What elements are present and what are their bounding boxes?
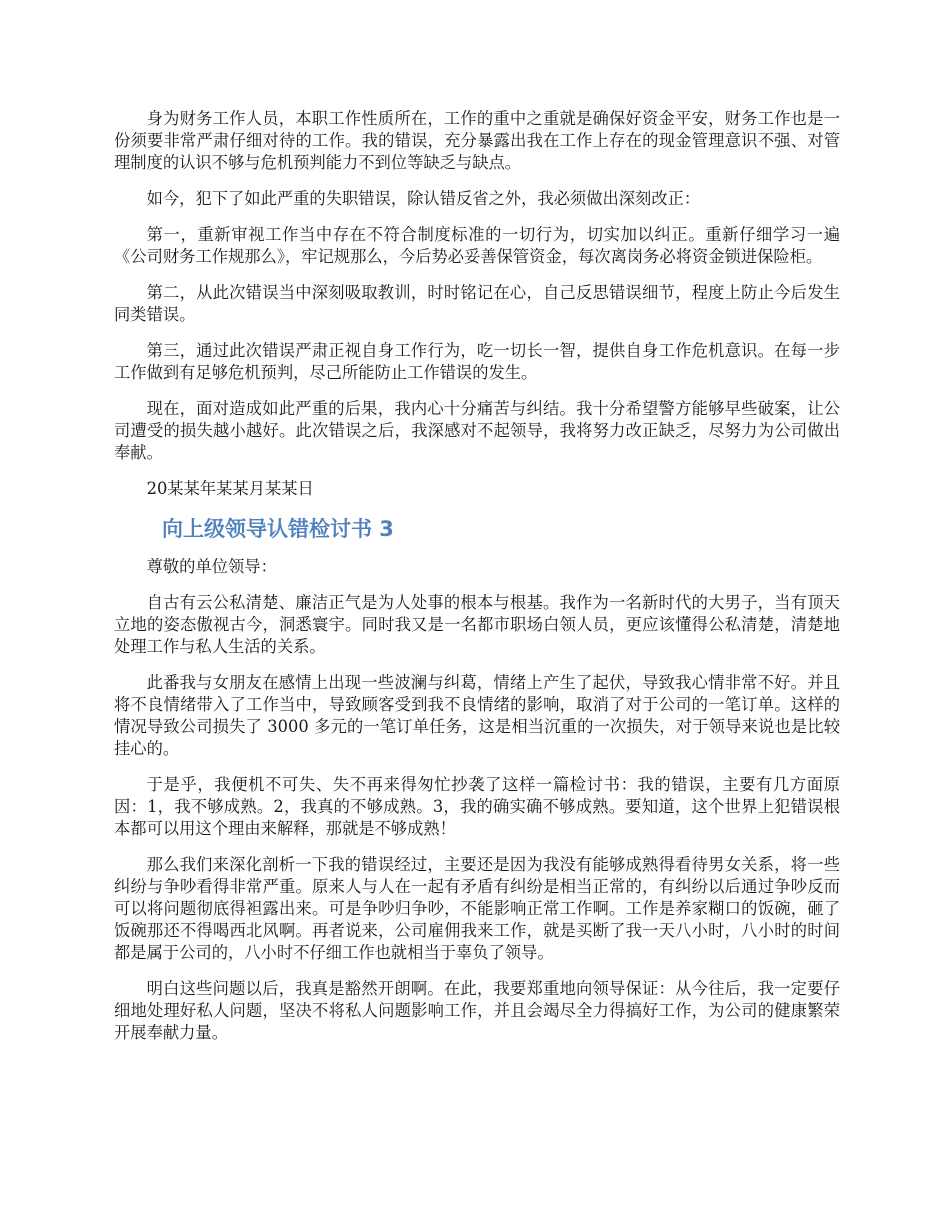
- document-body: [114, 108, 840, 1058]
- paragraph-incident: 此番我与女朋友在感情上出现一些波澜与纠葛，情绪上产生了起伏，导致我心情非常不好。并且将不良情绪带入了工作当中，导致顾客受到我不良情绪的影响，取消了对于公司的一笔订单。这样的情况导致公司损失了 3000 多元的一笔订单任务，这是相当沉重的一次损失，对于领导来说也是比较挂心的。: [114, 673, 840, 758]
- paragraph-principle: 自古有云公私清楚、廉洁正气是为人处事的根本与根基。我作为一名新时代的大男子，当有顶天立地的姿态傲视古今，洞悉寰宇。同时我又是一名都市职场白领人员，更应该懂得公私清楚，清楚地处理工作与私人生活的关系。: [114, 593, 840, 656]
- paragraph-remorse: 现在，面对造成如此严重的后果，我内心十分痛苦与纠结。我十分希望警方能够早些破案，让公司遭受的损失越小越好。此次错误之后，我深感对不起领导，我将努力改正缺乏，尽努力为公司做出奉献。: [114, 399, 840, 462]
- paragraph-reasons: 于是乎，我便机不可失、失不再来得匆忙抄袭了这样一篇检讨书：我的错误，主要有几方面原因：1，我不够成熟。2，我真的不够成熟。3，我的确实确不够成熟。要知道，这个世界上犯错误根本都可以用这个理由来解释，那就是不够成熟！: [114, 775, 840, 838]
- paragraph-third-correction: 第三，通过此次错误严肃正视自身工作行为，吃一切长一智，提供自身工作危机意识。在每一步工作做到有足够危机预判，尽己所能防止工作错误的发生。: [114, 341, 840, 382]
- salutation: 尊敬的单位领导：: [146, 557, 277, 576]
- paragraph-admission: 如今，犯下了如此严重的失职错误，除认错反省之外，我必须做出深刻改正：: [146, 189, 701, 208]
- paragraph-guarantee: 明白这些问题以后，我真是豁然开朗啊。在此，我要郑重地向领导保证：从今往后，我一定要仔细地处理好私人问题，坚决不将私人问题影响工作，并且会竭尽全力得搞好工作，为公司的健康繁荣开展奉献力量。: [114, 979, 840, 1042]
- section-heading: 向上级领导认错检讨书 3: [162, 517, 394, 541]
- date-line: 20某某年某某月某某日: [146, 479, 314, 498]
- paragraph-first-correction: 第一，重新审视工作当中存在不符合制度标准的一切行为，切实加以纠正。重新仔细学习一遍《公司财务工作规那么》，牢记规那么，今后势必妥善保管资金，每次离岗务必将资金锁进保险柜。: [114, 225, 840, 266]
- paragraph-analysis: 那么我们来深化剖析一下我的错误经过，主要还是因为我没有能够成熟得看待男女关系，将一些纠纷与争吵看得非常严重。原来人与人在一起有矛盾有纠纷是相当正常的，有纠纷以后通过争吵反而可以将问题彻底得袒露出来。可是争吵归争吵，不能影响正常工作啊。工作是养家糊口的饭碗，砸了饭碗那还不得喝西北风啊。再者说来，公司雇佣我来工作，就是买断了我一天八小时，八小时的时间都是属于公司的，八小时不仔细工作也就相当于辜负了领导。: [114, 855, 840, 962]
- paragraph-duty-statement: 身为财务工作人员，本职工作性质所在，工作的重中之重就是确保好资金平安，财务工作也是一份须要非常严肃仔细对待的工作。我的错误，充分暴露出我在工作上存在的现金管理意识不强、对管理制度的认识不够与危机预判能力不到位等缺乏与缺点。: [114, 109, 840, 172]
- paragraph-second-correction: 第二，从此次错误当中深刻吸取教训，时时铭记在心，自己反思错误细节，程度上防止今后发生同类错误。: [114, 283, 840, 324]
